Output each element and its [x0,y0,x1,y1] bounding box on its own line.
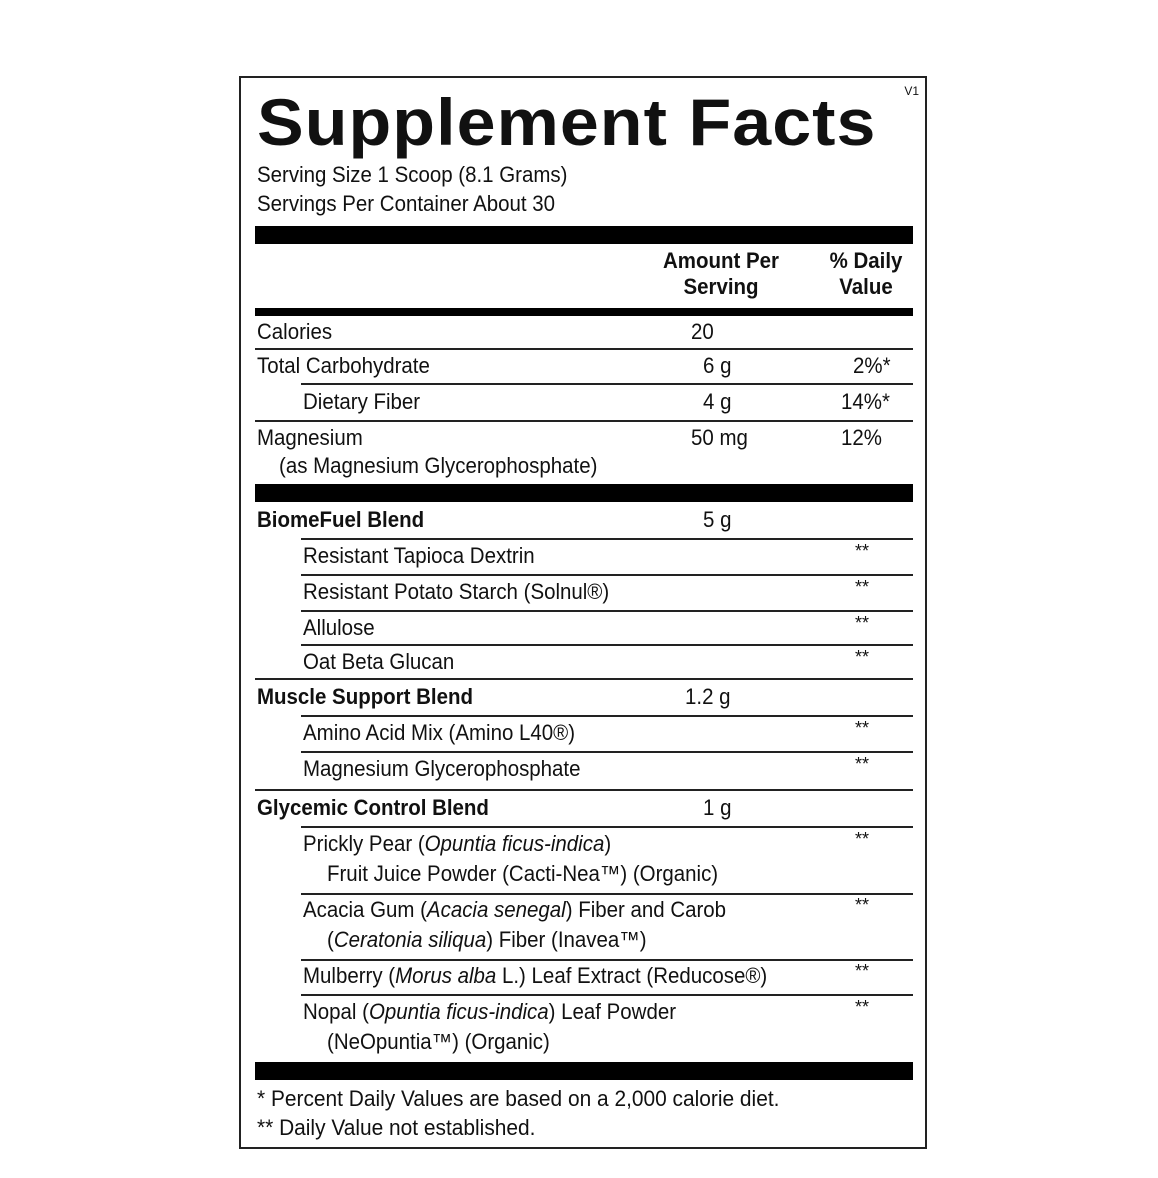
nutrient-name: Dietary Fiber [303,389,421,414]
ingredient-name: Magnesium Glycerophosphate [303,756,581,781]
ingredient-name: Resistant Tapioca Dextrin [303,543,535,568]
ingredient-dv: ** [855,541,870,561]
botanical-name: Opuntia ficus-indica [424,831,605,856]
ingredient-dv: ** [855,647,870,667]
row-divider [301,751,913,753]
name-part: ) [604,831,612,856]
nutrient-detail: (as Magnesium Glycerophosphate) [279,453,598,478]
row-divider [255,348,913,350]
row-divider [255,420,913,422]
row-divider [301,574,913,576]
ingredient-name [303,896,726,924]
ingredient-dv: ** [855,829,870,849]
name-part: L.) Leaf Extract (Reducose®) [496,963,768,988]
name-part: Nopal ( [303,999,369,1024]
nutrient-amount: 6 g [703,353,732,378]
ingredient-name: Resistant Potato Starch (Solnul®) [303,579,610,604]
servings-per-container: Servings Per Container About 30 [257,191,555,216]
row-divider [301,959,913,961]
amount-header-line1: Amount Per [663,248,779,273]
blend-amount: 1.2 g [685,684,731,709]
nutrient-dv: 2%* [853,353,891,378]
ingredient-name [303,998,676,1026]
ingredient-dv: ** [855,718,870,738]
thick-divider-top [255,226,913,244]
ingredient-name [303,962,767,990]
dv-header-line2: Value [839,274,893,299]
nutrient-dv: 14%* [841,389,890,414]
botanical-name: Acacia senegal [426,897,566,922]
blend-amount: 5 g [703,507,732,532]
ingredient-detail [327,926,647,954]
botanical-name: Ceratonia siliqua [333,927,487,952]
ingredient-detail: Fruit Juice Powder (Cacti-Nea™) (Organic) [327,861,719,886]
nutrient-amount: 4 g [703,389,732,414]
ingredient-dv: ** [855,961,870,981]
ingredient-name: Allulose [303,615,375,640]
row-divider [301,610,913,612]
nutrient-name: Magnesium [257,425,363,450]
daily-value-header [824,248,908,300]
version-mark: V1 [904,84,919,98]
ingredient-name: Oat Beta Glucan [303,649,455,674]
footnote-dv: * Percent Daily Values are based on a 2,000 calorie diet. [257,1086,780,1111]
botanical-name: Morus alba [395,963,497,988]
nutrient-name: Calories [257,319,333,344]
name-part: Acacia Gum ( [303,897,427,922]
thick-divider-bottom [255,1062,913,1080]
name-part: Prickly Pear ( [303,831,425,856]
ingredient-dv: ** [855,577,870,597]
nutrient-name: Total Carbohydrate [257,353,430,378]
row-divider [301,994,913,996]
amount-per-serving-header [656,248,786,300]
ingredient-name [303,830,611,858]
ingredient-name: Amino Acid Mix (Amino L40®) [303,720,576,745]
row-divider [301,538,913,540]
row-divider [255,789,913,791]
footnote-not-established: ** Daily Value not established. [257,1115,536,1140]
row-divider [301,644,913,646]
name-part: ( [327,927,334,952]
ingredient-dv: ** [855,997,870,1017]
nutrient-amount: 20 [691,319,714,344]
nutrient-dv: 12% [841,425,882,450]
name-part: ) Leaf Powder [548,999,677,1024]
panel-title: Supplement Facts [257,85,877,159]
botanical-name: Opuntia ficus-indica [368,999,549,1024]
row-divider [301,826,913,828]
medium-divider [255,308,913,316]
panel-content [255,78,919,1147]
row-divider [255,678,913,680]
row-divider [301,893,913,895]
supplement-facts-panel [239,76,927,1149]
dv-header-line1: % Daily [829,248,903,273]
ingredient-dv: ** [855,754,870,774]
ingredient-detail: (NeOpuntia™) (Organic) [327,1029,550,1054]
thick-divider-blends [255,484,913,502]
nutrient-amount: 50 mg [691,425,748,450]
blend-name: BiomeFuel Blend [257,507,425,532]
ingredient-dv: ** [855,895,870,915]
name-part: ) Fiber and Carob [565,897,727,922]
amount-header-line2: Serving [683,274,759,299]
row-divider [301,715,913,717]
blend-name: Muscle Support Blend [257,684,473,709]
row-divider [301,383,913,385]
blend-name: Glycemic Control Blend [257,795,489,820]
ingredient-dv: ** [855,613,870,633]
serving-size: Serving Size 1 Scoop (8.1 Grams) [257,162,568,187]
name-part: Mulberry ( [303,963,396,988]
name-part: ) Fiber (Inavea™) [486,927,647,952]
blend-amount: 1 g [703,795,732,820]
